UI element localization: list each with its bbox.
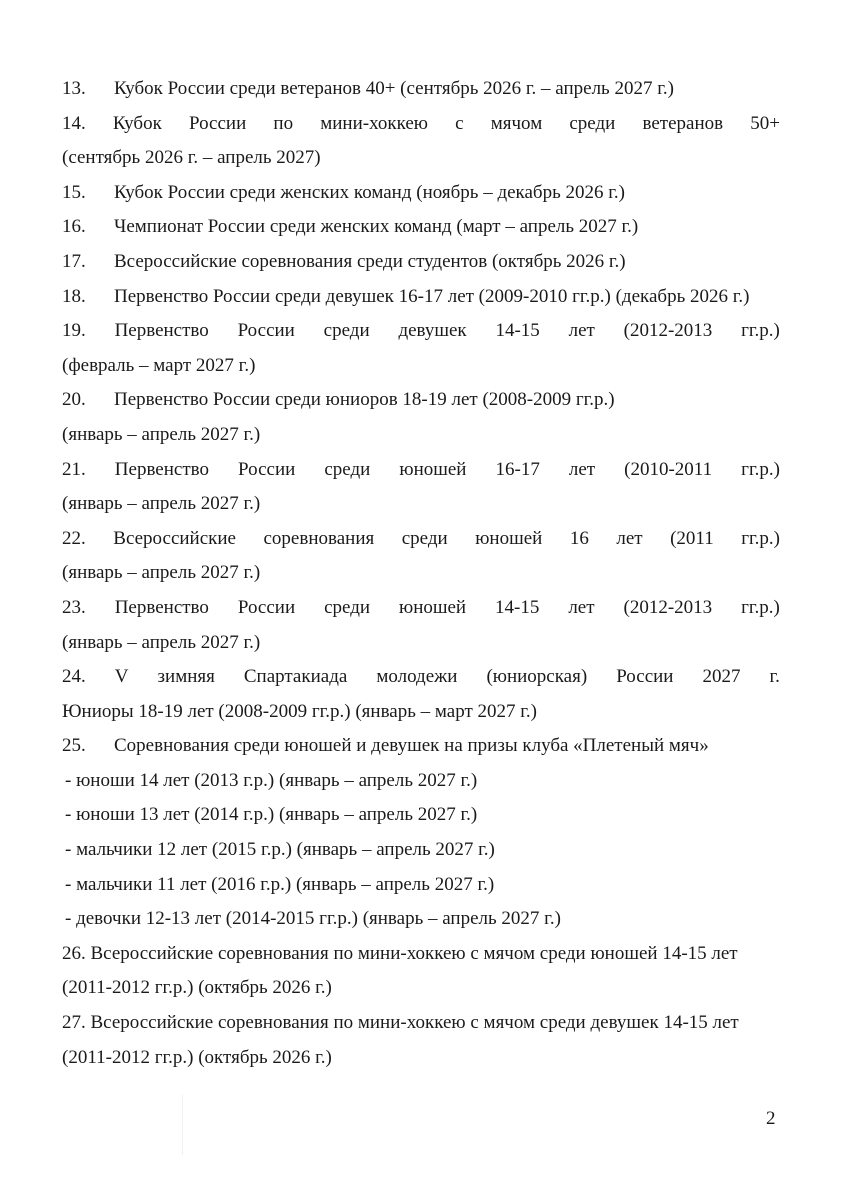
document-line — [62, 349, 780, 384]
line-word: гг.р.) — [741, 320, 780, 342]
line-word: (2012-2013 — [623, 596, 713, 618]
line-word: среди — [569, 112, 616, 134]
line-word: девушек — [398, 320, 467, 342]
document-line — [62, 556, 780, 591]
line-word: Спартакиада — [243, 666, 348, 688]
line-text: (январь – апрель 2027 г.) — [62, 562, 261, 584]
line-word: лет — [568, 596, 595, 618]
document-line — [62, 695, 780, 730]
line-word: России — [237, 320, 295, 342]
item-number: 15. — [62, 181, 86, 203]
item-number: 17. — [62, 250, 86, 272]
line-word: среди — [324, 596, 371, 618]
line-text: (январь – апрель 2027 г.) — [62, 423, 261, 445]
document-line — [62, 660, 780, 695]
document-line — [62, 902, 780, 937]
document-line — [62, 764, 780, 799]
line-word: 24. — [62, 666, 86, 688]
line-word: 23. — [62, 596, 86, 618]
line-text: (2011-2012 гг.р.) (октябрь 2026 г.) — [62, 1046, 332, 1068]
line-word: молодежи — [376, 666, 458, 688]
line-text: Кубок России среди ветеранов 40+ (сентябрь 2026 г. – апрель 2027 г.) — [114, 78, 674, 99]
line-word: Первенство — [114, 596, 209, 618]
line-text: 27. Всероссийские соревнования по мини-хоккею с мячом среди девушек 14-15 лет — [62, 1012, 739, 1034]
line-text: 26. Всероссийские соревнования по мини-хоккею с мячом среди юношей 14-15 лет — [62, 942, 738, 964]
line-text: (январь – апрель 2027 г.) — [62, 631, 261, 653]
line-word: 22. — [62, 527, 86, 549]
line-word: Кубок — [112, 112, 162, 134]
line-word: 14. — [62, 112, 86, 134]
item-number: 16. — [62, 216, 86, 238]
document-line — [62, 1006, 780, 1041]
document-line — [62, 280, 780, 315]
line-word: Всероссийские — [113, 527, 236, 549]
line-word: г. — [769, 666, 780, 688]
line-word: Первенство — [114, 320, 209, 342]
document-line — [62, 868, 780, 903]
line-word: 50+ — [750, 112, 780, 134]
line-word: гг.р.) — [741, 596, 780, 618]
line-word: 16 — [569, 527, 589, 549]
document-line — [62, 591, 780, 626]
document-line — [62, 176, 780, 211]
document-body — [62, 72, 780, 1075]
line-text: - девочки 12-13 лет (2014-2015 гг.р.) (январь – апрель 2027 г.) — [65, 908, 561, 930]
line-word: (2011 — [670, 527, 714, 549]
line-word: России — [238, 458, 296, 480]
line-text: - мальчики 12 лет (2015 г.р.) (январь – апрель 2027 г.) — [65, 839, 495, 861]
line-word: гг.р.) — [741, 458, 780, 480]
line-word: лет — [616, 527, 643, 549]
scan-artifact — [182, 1095, 183, 1155]
item-number: 13. — [62, 78, 86, 99]
line-text: (январь – апрель 2027 г.) — [62, 493, 261, 515]
document-line — [62, 210, 780, 245]
item-number: 25. — [62, 735, 86, 757]
line-text: - мальчики 11 лет (2016 г.р.) (январь – апрель 2027 г.) — [65, 873, 495, 895]
line-word: мячом — [490, 112, 543, 134]
line-word: гг.р.) — [741, 527, 780, 549]
page-number: 2 — [766, 1108, 776, 1129]
document-line — [62, 522, 780, 557]
line-word: (юниорская) — [486, 666, 588, 688]
line-text: Юниоры 18-19 лет (2008-2009 гг.р.) (январь – март 2027 г.) — [62, 700, 538, 722]
line-word: России — [237, 596, 296, 618]
document-line — [62, 833, 780, 868]
line-text: Кубок России среди женских команд (ноябрь – декабрь 2026 г.) — [114, 181, 625, 203]
document-line — [62, 141, 780, 176]
line-text: Первенство России среди девушек 16-17 лет (2009-2010 гг.р.) (декабрь 2026 г.) — [114, 285, 750, 307]
line-text: (2011-2012 гг.р.) (октябрь 2026 г.) — [62, 977, 332, 999]
line-word: (2010-2011 — [624, 458, 713, 480]
line-word: Первенство — [114, 458, 209, 480]
line-word: 19. — [62, 320, 86, 342]
document-line — [62, 453, 780, 488]
document-line — [62, 487, 780, 522]
document-line — [62, 798, 780, 833]
item-number: 18. — [62, 285, 86, 307]
document-line — [62, 626, 780, 661]
document-line — [62, 314, 780, 349]
line-word: соревнования — [263, 527, 375, 549]
line-word: среди — [323, 320, 370, 342]
line-word: лет — [568, 458, 596, 480]
line-text: - юноши 14 лет (2013 г.р.) (январь – апрель 2027 г.) — [65, 769, 478, 791]
line-word: России — [188, 112, 247, 134]
line-text: (февраль – март 2027 г.) — [62, 354, 256, 376]
line-word: 16-17 — [495, 458, 540, 480]
line-word: лет — [568, 320, 595, 342]
document-line — [62, 383, 780, 418]
item-number: 20. — [62, 389, 86, 411]
line-word: юношей — [399, 458, 467, 480]
document-line — [62, 1041, 780, 1076]
line-text: Чемпионат России среди женских команд (март – апрель 2027 г.) — [114, 216, 639, 238]
line-word: юношей — [399, 596, 467, 618]
line-word: (2012-2013 — [623, 320, 713, 342]
line-text: Соревнования среди юношей и девушек на призы клуба «Плетеный мяч» — [114, 735, 709, 757]
document-line — [62, 937, 780, 972]
line-word: 14-15 — [495, 596, 540, 618]
line-word: V — [114, 666, 129, 688]
line-word: ветеранов — [642, 112, 724, 134]
line-word: России — [616, 666, 674, 688]
line-text: - юноши 13 лет (2014 г.р.) (январь – апрель 2027 г.) — [65, 804, 478, 826]
line-word: 14-15 — [495, 320, 540, 342]
document-line — [62, 729, 780, 764]
document-line — [62, 245, 780, 280]
line-word: среди — [401, 527, 448, 549]
line-word: 2027 — [702, 666, 741, 688]
document-line — [62, 72, 780, 107]
document-line — [62, 418, 780, 453]
line-text: (сентябрь 2026 г. – апрель 2027) — [62, 147, 321, 169]
line-word: с — [455, 112, 464, 134]
line-word: мини-хоккею — [320, 112, 428, 134]
document-line — [62, 971, 780, 1006]
document-line — [62, 107, 780, 142]
line-word: среди — [324, 458, 371, 480]
line-word: по — [273, 112, 294, 134]
line-word: юношей — [475, 527, 543, 549]
line-word: зимняя — [157, 666, 215, 688]
line-text: Всероссийские соревнования среди студентов (октябрь 2026 г.) — [114, 250, 626, 272]
line-text: Первенство России среди юниоров 18-19 лет (2008-2009 гг.р.) — [114, 389, 615, 411]
line-word: 21. — [62, 458, 86, 480]
